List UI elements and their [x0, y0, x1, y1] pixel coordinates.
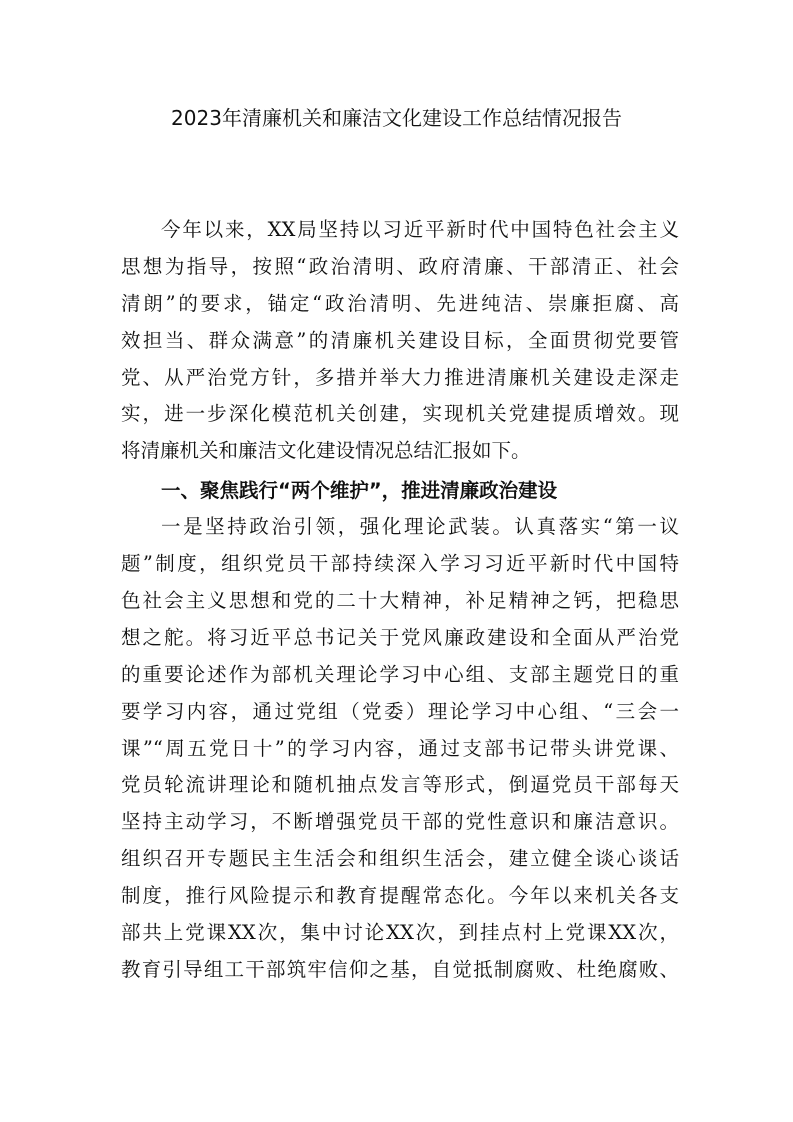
paragraph-line: 想之舵。将习近平总书记关于党风廉政建设和全面从严治党	[121, 625, 679, 649]
paragraph-line: 今年以来，XX局坚持以习近平新时代中国特色社会主义	[161, 218, 679, 241]
paragraph-line: 部共上党课XX次，集中讨论XX次，到挂点村上党课XX次，	[121, 921, 679, 945]
paragraph-line: 实，进一步深化模范机关创建，实现机关党建提质增效。现	[121, 402, 679, 426]
paragraph-line: 将清廉机关和廉洁文化建设情况总结汇报如下。	[121, 439, 531, 463]
paragraph-line: 清朗”的要求，锚定“政治清明、先进纯洁、崇廉拒腐、高	[121, 291, 679, 315]
paragraph-line: 党员轮流讲理论和随机抽点发言等形式，倒逼党员干部每天	[121, 773, 679, 797]
paragraph-line: 制度，推行风险提示和教育提醒常态化。今年以来机关各支	[121, 884, 679, 908]
paragraph-line: 要学习内容，通过党组（党委）理论学习中心组、“三会一	[121, 699, 679, 723]
section-heading: 一、聚焦践行“两个维护”，推进清廉政治建设	[161, 479, 558, 503]
section-paragraph	[121, 509, 679, 989]
paragraph-line: 思想为指导，按照“政治清明、政府清廉、干部清正、社会	[121, 254, 679, 278]
paragraph-line: 一是坚持政治引领，强化理论武装。认真落实“第一议	[161, 515, 679, 539]
paragraph-line: 色社会主义思想和党的二十大精神，补足精神之钙，把稳思	[121, 589, 679, 613]
paragraph-line: 教育引导组工干部筑牢信仰之基，自觉抵制腐败、杜绝腐败、	[121, 957, 679, 981]
paragraph-line: 题”制度，组织党员干部持续深入学习习近平新时代中国特	[121, 552, 679, 576]
document-body	[121, 212, 679, 989]
paragraph-line: 党、从严治党方针，多措并举大力推进清廉机关建设走深走	[121, 365, 679, 389]
paragraph-line: 的重要论述作为部机关理论学习中心组、支部主题党日的重	[121, 662, 679, 686]
paragraph-line: 组织召开专题民主生活会和组织生活会，建立健全谈心谈话	[121, 847, 679, 871]
document-title: 2023年清廉机关和廉洁文化建设工作总结情况报告	[171, 106, 622, 130]
intro-paragraph	[121, 212, 679, 470]
paragraph-line: 课”“周五党日十”的学习内容，通过支部书记带头讲党课、	[121, 736, 679, 760]
paragraph-line: 坚持主动学习，不断增强党员干部的党性意识和廉洁意识。	[121, 810, 679, 834]
paragraph-line: 效担当、群众满意”的清廉机关建设目标，全面贯彻党要管	[121, 328, 679, 352]
